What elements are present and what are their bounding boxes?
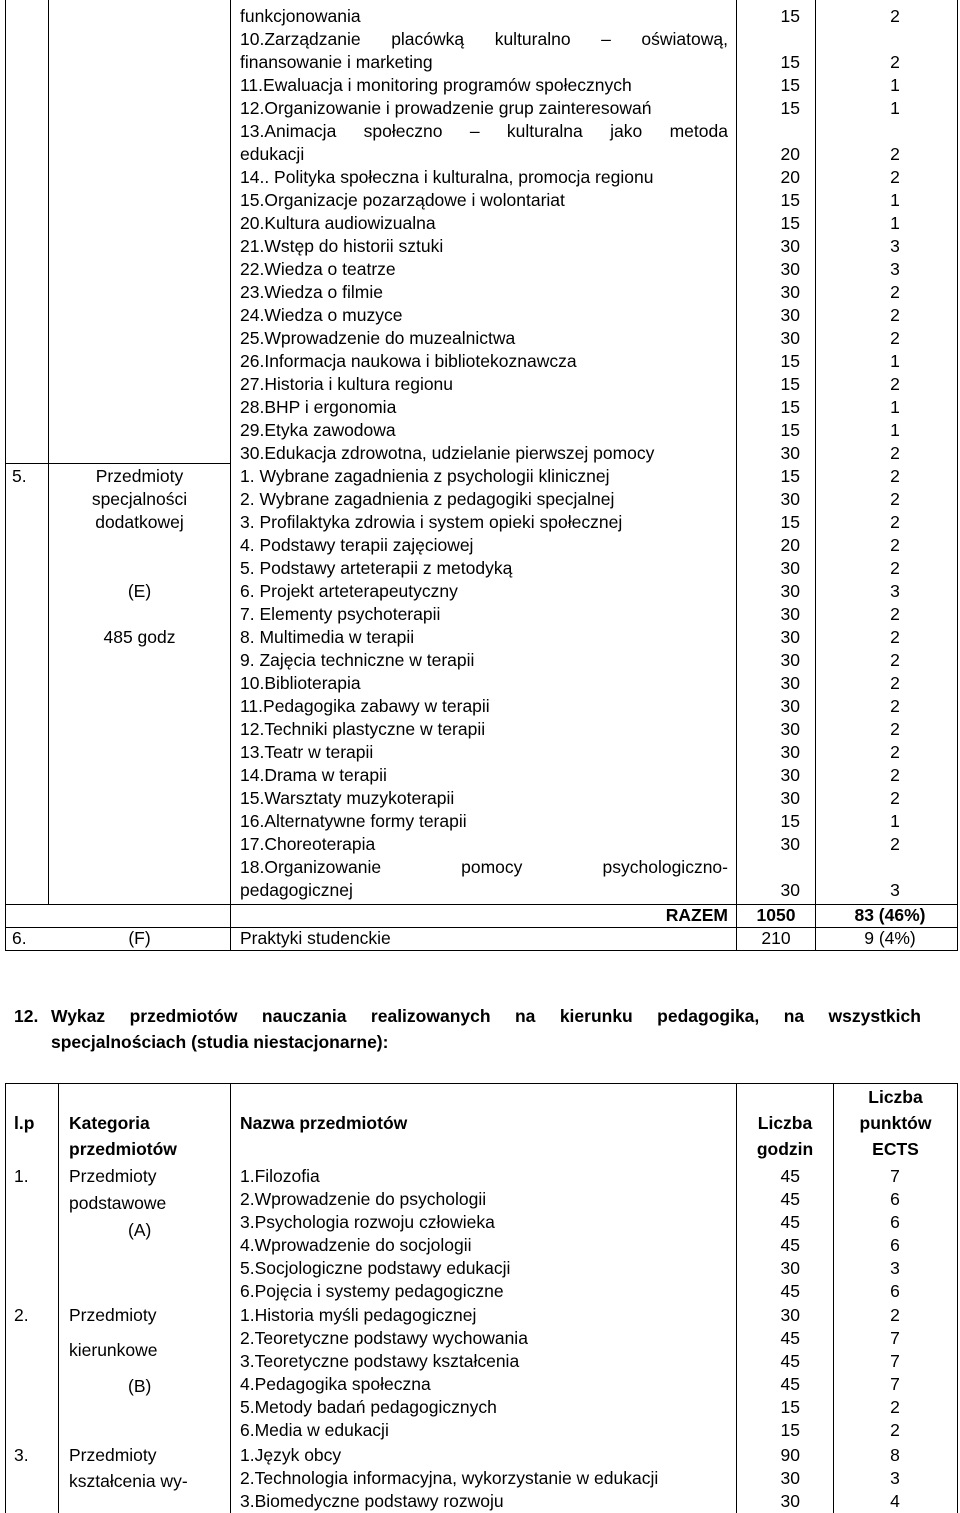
row-hours: 30 bbox=[780, 328, 800, 348]
row-name: 28.BHP i ergonomia bbox=[240, 397, 397, 417]
row-name: 6.Media w edukacji bbox=[240, 1420, 389, 1440]
row-name: 13.Teatr w terapii bbox=[240, 742, 374, 762]
row-hours: 45 bbox=[780, 1166, 800, 1186]
row-hours: 45 bbox=[780, 1281, 800, 1301]
word: placówką bbox=[391, 29, 465, 49]
category-label: (B) bbox=[128, 1376, 152, 1396]
row-hours: 15 bbox=[780, 397, 800, 417]
row-name: Praktyki studenckie bbox=[240, 928, 391, 948]
row-ects: 2 bbox=[890, 144, 900, 164]
row-hours: 30 bbox=[780, 650, 800, 670]
table1-border-col3 bbox=[736, 0, 737, 950]
razem-hours: 1050 bbox=[756, 905, 796, 925]
section-number: 3. bbox=[14, 1445, 29, 1465]
row-hours: 15 bbox=[780, 75, 800, 95]
row-ects: 6 bbox=[890, 1235, 900, 1255]
row-name: 7. Elementy psychoterapii bbox=[240, 604, 441, 624]
row-name: 21.Wstęp do historii sztuki bbox=[240, 236, 444, 256]
row-ects: 7 bbox=[890, 1374, 900, 1394]
row-name: 1.Historia myśli pedagogicznej bbox=[240, 1305, 477, 1325]
row-name: 1. Wybrane zagadnienia z psychologii klinicznej bbox=[240, 466, 610, 486]
row-name: 8. Multimedia w terapii bbox=[240, 627, 415, 647]
heading-line1 bbox=[51, 1005, 921, 1028]
heading-line2: specjalnościach (studia niestacjonarne): bbox=[51, 1032, 389, 1052]
row-ects: 1 bbox=[890, 75, 900, 95]
row-hours: 15 bbox=[780, 466, 800, 486]
row-name: 12.Organizowanie i prowadzenie grup zainteresowań bbox=[240, 98, 652, 118]
word: realizowanych bbox=[370, 1006, 491, 1026]
row-name: 12.Techniki plastyczne w terapii bbox=[240, 719, 486, 739]
row-ects: 1 bbox=[890, 811, 900, 831]
row-ects: 1 bbox=[890, 98, 900, 118]
word: wszystkich bbox=[828, 1006, 921, 1026]
row-ects: 2 bbox=[890, 673, 900, 693]
row-ects: 2 bbox=[890, 1420, 900, 1440]
table1-rule-section5 bbox=[5, 463, 231, 464]
row-hours: 45 bbox=[780, 1235, 800, 1255]
row-name: 5.Socjologiczne podstawy edukacji bbox=[240, 1258, 511, 1278]
header-hours: godzin bbox=[756, 1139, 814, 1159]
row-hours: 30 bbox=[780, 305, 800, 325]
row-name: 2.Teoretyczne podstawy wychowania bbox=[240, 1328, 528, 1348]
row-name: 3.Biomedyczne podstawy rozwoju bbox=[240, 1491, 504, 1511]
row-hours: 45 bbox=[780, 1328, 800, 1348]
row-name: 26.Informacja naukowa i bibliotekoznawcza bbox=[240, 351, 577, 371]
row-name: 2.Technologia informacyjna, wykorzystanie w edukacji bbox=[240, 1468, 659, 1488]
row-hours: 30 bbox=[780, 765, 800, 785]
row-hours: 15 bbox=[780, 213, 800, 233]
row-name: edukacji bbox=[240, 144, 305, 164]
table1-rule-razem-top bbox=[5, 904, 958, 905]
category-label: Przedmioty bbox=[95, 466, 184, 486]
row-hours: 30 bbox=[780, 1468, 800, 1488]
word: psychologiczno- bbox=[602, 857, 728, 877]
table2-border-top bbox=[5, 1083, 958, 1084]
razem-label: RAZEM bbox=[665, 905, 728, 925]
row-hours: 15 bbox=[780, 1397, 800, 1417]
row-name-justified bbox=[240, 856, 728, 879]
word: kierunku bbox=[559, 1006, 633, 1026]
row-ects: 3 bbox=[890, 880, 900, 900]
section-number: 6. bbox=[12, 928, 27, 948]
row-name: 24.Wiedza o muzyce bbox=[240, 305, 403, 325]
row-ects: 6 bbox=[890, 1189, 900, 1209]
row-hours: 15 bbox=[780, 420, 800, 440]
row-ects: 3 bbox=[890, 236, 900, 256]
row-name: 10.Biblioterapia bbox=[240, 673, 361, 693]
table2-border-col1 bbox=[58, 1083, 59, 1513]
section-number: 1. bbox=[14, 1166, 29, 1186]
table2-border-col2 bbox=[230, 1083, 231, 1513]
category-label: specjalności bbox=[91, 489, 188, 509]
row-name: 4.Wprowadzenie do socjologii bbox=[240, 1235, 472, 1255]
row-name: 9. Zajęcia techniczne w terapii bbox=[240, 650, 475, 670]
row-name: 5.Metody badań pedagogicznych bbox=[240, 1397, 497, 1417]
row-name-justified bbox=[240, 28, 728, 51]
table1-border-right bbox=[957, 0, 958, 950]
row-ects: 2 bbox=[890, 696, 900, 716]
table2-border-left bbox=[5, 1083, 6, 1513]
row-name: funkcjonowania bbox=[240, 6, 361, 26]
row-hours: 30 bbox=[780, 604, 800, 624]
row-ects: 2 bbox=[890, 305, 900, 325]
word: kulturalno bbox=[494, 29, 571, 49]
row-ects: 2 bbox=[890, 558, 900, 578]
row-hours: 30 bbox=[780, 1305, 800, 1325]
row-name: 29.Etyka zawodowa bbox=[240, 420, 396, 440]
row-ects: 2 bbox=[890, 512, 900, 532]
header-category: Kategoria bbox=[69, 1113, 150, 1133]
row-ects: 9 (4%) bbox=[864, 928, 916, 948]
row-ects: 2 bbox=[890, 535, 900, 555]
row-ects: 3 bbox=[890, 259, 900, 279]
row-ects: 7 bbox=[890, 1328, 900, 1348]
row-hours: 30 bbox=[780, 627, 800, 647]
row-ects: 6 bbox=[890, 1212, 900, 1232]
row-name: finansowanie i marketing bbox=[240, 52, 433, 72]
row-hours: 30 bbox=[780, 1491, 800, 1511]
row-hours: 30 bbox=[780, 719, 800, 739]
row-name: 3.Psychologia rozwoju człowieka bbox=[240, 1212, 495, 1232]
row-ects: 1 bbox=[890, 213, 900, 233]
category-label: (E) bbox=[127, 581, 152, 601]
word: pomocy bbox=[461, 857, 523, 877]
row-hours: 45 bbox=[780, 1189, 800, 1209]
row-name: 27.Historia i kultura regionu bbox=[240, 374, 454, 394]
category-label: kształcenia wy- bbox=[69, 1471, 188, 1491]
row-name: 17.Choreoterapia bbox=[240, 834, 376, 854]
table1-border-col4 bbox=[815, 0, 816, 950]
row-hours: 30 bbox=[780, 443, 800, 463]
row-hours: 90 bbox=[780, 1445, 800, 1465]
row-ects: 2 bbox=[890, 328, 900, 348]
section-number: 2. bbox=[14, 1305, 29, 1325]
header-lp: l.p bbox=[14, 1113, 35, 1133]
row-ects: 2 bbox=[890, 604, 900, 624]
row-hours: 210 bbox=[761, 928, 791, 948]
row-ects: 2 bbox=[890, 1305, 900, 1325]
row-hours: 30 bbox=[780, 282, 800, 302]
row-hours: 30 bbox=[780, 259, 800, 279]
row-hours: 30 bbox=[780, 558, 800, 578]
word: kulturalna bbox=[506, 121, 583, 141]
row-ects: 2 bbox=[890, 52, 900, 72]
row-name: 22.Wiedza o teatrze bbox=[240, 259, 396, 279]
header-ects: Liczba bbox=[868, 1087, 923, 1107]
row-hours: 20 bbox=[780, 167, 800, 187]
row-hours: 30 bbox=[780, 1258, 800, 1278]
row-name: 25.Wprowadzenie do muzealnictwa bbox=[240, 328, 516, 348]
row-name: 4.Pedagogika społeczna bbox=[240, 1374, 431, 1394]
table1-border-col2 bbox=[230, 0, 231, 950]
row-hours: 15 bbox=[780, 52, 800, 72]
row-hours: 45 bbox=[780, 1212, 800, 1232]
row-name: 2. Wybrane zagadnienia z pedagogiki specjalnej bbox=[240, 489, 615, 509]
row-ects: 2 bbox=[890, 6, 900, 26]
category-label: Przedmioty bbox=[69, 1445, 157, 1465]
row-hours: 15 bbox=[780, 1420, 800, 1440]
row-ects: 2 bbox=[890, 282, 900, 302]
row-ects: 1 bbox=[890, 420, 900, 440]
row-ects: 2 bbox=[890, 627, 900, 647]
row-name: 20.Kultura audiowizualna bbox=[240, 213, 436, 233]
row-name: 14.Drama w terapii bbox=[240, 765, 387, 785]
row-ects: 3 bbox=[890, 1258, 900, 1278]
word: – bbox=[469, 121, 480, 141]
word: na bbox=[783, 1006, 805, 1026]
row-name: 2.Wprowadzenie do psychologii bbox=[240, 1189, 487, 1209]
category-label: podstawowe bbox=[69, 1193, 167, 1213]
row-ects: 2 bbox=[890, 489, 900, 509]
row-hours: 30 bbox=[780, 581, 800, 601]
row-hours: 15 bbox=[780, 98, 800, 118]
row-ects: 2 bbox=[890, 167, 900, 187]
row-name: 3. Profilaktyka zdrowia i system opieki społecznej bbox=[240, 512, 623, 532]
row-hours: 15 bbox=[780, 351, 800, 371]
row-hours: 30 bbox=[780, 742, 800, 762]
row-name: 1.Filozofia bbox=[240, 1166, 320, 1186]
word: 18.Organizowanie bbox=[240, 857, 382, 877]
word: 10.Zarządzanie bbox=[240, 29, 361, 49]
row-ects: 6 bbox=[890, 1281, 900, 1301]
word: pedagogika, bbox=[657, 1006, 760, 1026]
row-ects: 2 bbox=[890, 834, 900, 854]
row-ects: 3 bbox=[890, 581, 900, 601]
table1-border-left bbox=[5, 0, 6, 950]
row-ects: 1 bbox=[890, 190, 900, 210]
row-name: 6. Projekt arteterapeutyczny bbox=[240, 581, 458, 601]
row-name: pedagogicznej bbox=[240, 880, 353, 900]
razem-ects-value: 83 (46%) bbox=[854, 905, 926, 925]
category-label: (F) bbox=[128, 928, 151, 948]
row-name: 11.Pedagogika zabawy w terapii bbox=[240, 696, 490, 716]
header-hours: Liczba bbox=[757, 1113, 813, 1133]
table1-border-col1 bbox=[48, 0, 49, 904]
category-label: Przedmioty bbox=[69, 1166, 157, 1186]
row-ects: 2 bbox=[890, 1397, 900, 1417]
section-number: 5. bbox=[12, 466, 27, 486]
row-name: 4. Podstawy terapii zajęciowej bbox=[240, 535, 474, 555]
category-label: Przedmioty bbox=[69, 1305, 157, 1325]
category-label: kierunkowe bbox=[69, 1340, 158, 1360]
header-category: przedmiotów bbox=[69, 1139, 177, 1159]
row-ects: 1 bbox=[890, 351, 900, 371]
row-hours: 15 bbox=[780, 512, 800, 532]
row-name-justified bbox=[240, 120, 728, 143]
row-ects: 2 bbox=[890, 466, 900, 486]
row-ects: 2 bbox=[890, 788, 900, 808]
row-name: 23.Wiedza o filmie bbox=[240, 282, 383, 302]
row-hours: 15 bbox=[780, 190, 800, 210]
table2-border-right bbox=[957, 1083, 958, 1513]
row-hours: 45 bbox=[780, 1351, 800, 1371]
header-ects: punktów bbox=[859, 1113, 932, 1133]
razem-ects bbox=[830, 904, 950, 927]
row-hours: 20 bbox=[780, 144, 800, 164]
row-ects: 2 bbox=[890, 443, 900, 463]
row-hours: 30 bbox=[780, 673, 800, 693]
row-ects: 2 bbox=[890, 719, 900, 739]
row-hours: 30 bbox=[780, 880, 800, 900]
row-hours: 30 bbox=[780, 236, 800, 256]
header-name: Nazwa przedmiotów bbox=[240, 1113, 408, 1133]
category-label: 485 godz bbox=[103, 627, 176, 647]
category-label: (A) bbox=[128, 1220, 152, 1240]
row-name: 16.Alternatywne formy terapii bbox=[240, 811, 467, 831]
word: nauczania bbox=[261, 1006, 347, 1026]
row-hours: 20 bbox=[780, 535, 800, 555]
word: Wykaz bbox=[51, 1006, 106, 1026]
row-ects: 2 bbox=[890, 374, 900, 394]
table1-rule-bottom bbox=[5, 950, 958, 951]
row-name: 15.Warsztaty muzykoterapii bbox=[240, 788, 455, 808]
row-name: 30.Edukacja zdrowotna, udzielanie pierwszej pomocy bbox=[240, 443, 655, 463]
row-name: 11.Ewaluacja i monitoring programów społecznych bbox=[240, 75, 632, 95]
row-name: 3.Teoretyczne podstawy kształcenia bbox=[240, 1351, 520, 1371]
row-hours: 15 bbox=[780, 6, 800, 26]
heading-number: 12. bbox=[14, 1006, 39, 1026]
word: przedmiotów bbox=[129, 1006, 238, 1026]
row-name: 15.Organizacje pozarządowe i wolontariat bbox=[240, 190, 565, 210]
row-name: 5. Podstawy arteterapii z metodyką bbox=[240, 558, 513, 578]
row-hours: 30 bbox=[780, 489, 800, 509]
row-ects: 7 bbox=[890, 1351, 900, 1371]
row-name: 14.. Polityka społeczna i kulturalna, promocja regionu bbox=[240, 167, 654, 187]
header-ects: ECTS bbox=[872, 1139, 919, 1159]
word: oświatową, bbox=[641, 29, 728, 49]
row-name: 6.Pojęcia i systemy pedagogiczne bbox=[240, 1281, 504, 1301]
row-hours: 30 bbox=[780, 788, 800, 808]
row-ects: 4 bbox=[890, 1491, 900, 1511]
row-ects: 2 bbox=[890, 742, 900, 762]
row-ects: 2 bbox=[890, 650, 900, 670]
row-hours: 15 bbox=[780, 811, 800, 831]
word: 13.Animacja bbox=[240, 121, 337, 141]
row-ects: 7 bbox=[890, 1166, 900, 1186]
word: na bbox=[514, 1006, 536, 1026]
row-ects: 8 bbox=[890, 1445, 900, 1465]
row-name: 1.Język obcy bbox=[240, 1445, 342, 1465]
category-label: dodatkowej bbox=[95, 512, 184, 532]
row-ects: 2 bbox=[890, 765, 900, 785]
row-ects: 1 bbox=[890, 397, 900, 417]
word: metoda bbox=[669, 121, 728, 141]
row-ects: 3 bbox=[890, 1468, 900, 1488]
row-hours: 30 bbox=[780, 834, 800, 854]
word: społeczno bbox=[363, 121, 443, 141]
word: – bbox=[601, 29, 611, 49]
row-hours: 30 bbox=[780, 696, 800, 716]
word: jako bbox=[610, 121, 643, 141]
row-hours: 45 bbox=[780, 1374, 800, 1394]
row-hours: 15 bbox=[780, 374, 800, 394]
